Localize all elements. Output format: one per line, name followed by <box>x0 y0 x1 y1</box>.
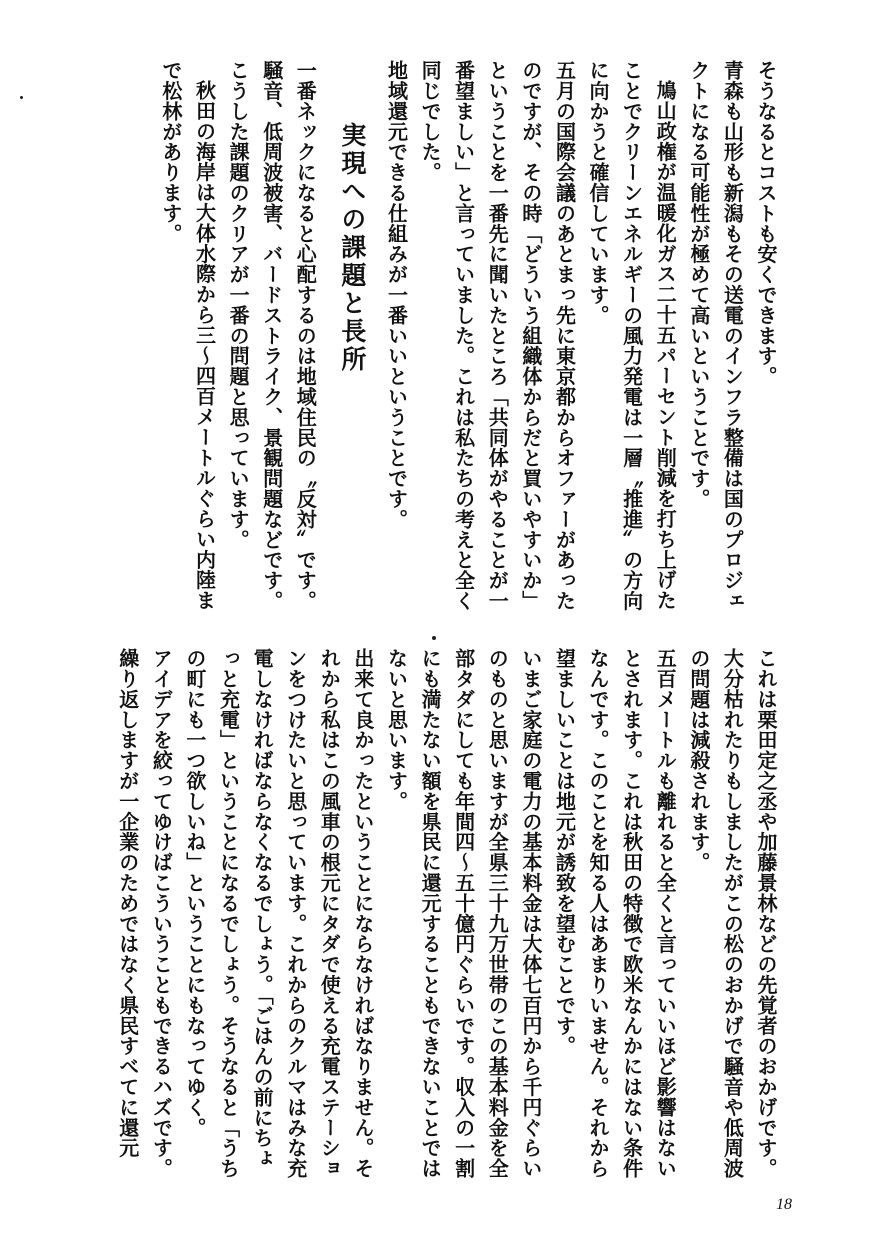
section-heading: 実現への課題と長所 <box>337 122 367 374</box>
paragraph: 青森も山形も新潟もその送電のインフラ整備は国のプロジェクトになる可能性が極めて高いということです。 <box>686 60 745 611</box>
paragraph: 鳩山政権が温暖化ガス二十五パーセント削減を打ち上げたことでクリーンエネルギーの風力発電は一層〝推進〟の方向に向かうと確信しています。 <box>586 60 678 611</box>
paragraph: 一番ネックになると心配するのは地域住民の〝反対〟です。騒音、低周波被害、バードストライク、景観問題などです。こうした課題のクリアが一番の問題と思っています。 <box>226 60 318 611</box>
page-number: 18 <box>776 1196 792 1213</box>
paragraph: アイデアを絞ってゆけばこういうこともできるハズです。繰り返しますが一企業のためではなく県民すべてに還元 <box>115 648 174 1179</box>
paragraph: そうなるとコストも安くできます。 <box>754 60 778 387</box>
paragraph: 地域還元できる仕組みが一番いいということです。 <box>384 60 409 530</box>
lower-text-block <box>62 648 782 1188</box>
paragraph: いまご家庭の電力の基本料金は大体七百円から千円ぐらいのものと思いますが全県三十九万世帯のこの基本料金を全部タダにしても年間四〜五十億円ぐらいです。収入の一割にも満たない額を県民に還元することもできないことではないと思います。 <box>384 648 543 1179</box>
paragraph: 秋田の海岸は大体水際から三〜四百メートルぐらい内陸まで松林があります。 <box>158 60 217 611</box>
paragraph: これは栗田定之丞や加藤景林などの先覚者のおかげです。大分枯れたりもしましたがこの松のおかげで騒音や低周波の問題は減殺されます。 <box>686 648 778 1179</box>
paragraph: 五月の国際会議のあとまっ先に東京都からオファーがあったのですが、その時「どういう組織体からだと買いやすいか」ということを一番先に聞いたところ「共同体がやることが一番望ましい」と言っていました。これは私たちの考えと全く同じでした。 <box>418 60 577 611</box>
upper-text-block <box>62 60 782 620</box>
paragraph: 出来て良かったということにならなければなりません。それから私はこの風車の根元にタダで使える充電ステーションをつけたいと思っています。これからのクルマはみな充電しなければならなくなるでしょう。「ごはんの前にちょっと充電」ということになるでしょう。そうなると「うちの町にも一つ欲しいね」ということにもなってゆく。 <box>182 648 375 1179</box>
print-speck <box>20 96 23 99</box>
paragraph: 五百メートルも離れると全くと言っていいほど影響はないとされます。これは秋田の特徴で欧米なんかにはない条件なんです。このことを知る人はあまりいません。それから望ましいことは地元が誘致を望むことです。 <box>552 648 678 1179</box>
print-speck <box>432 636 436 640</box>
